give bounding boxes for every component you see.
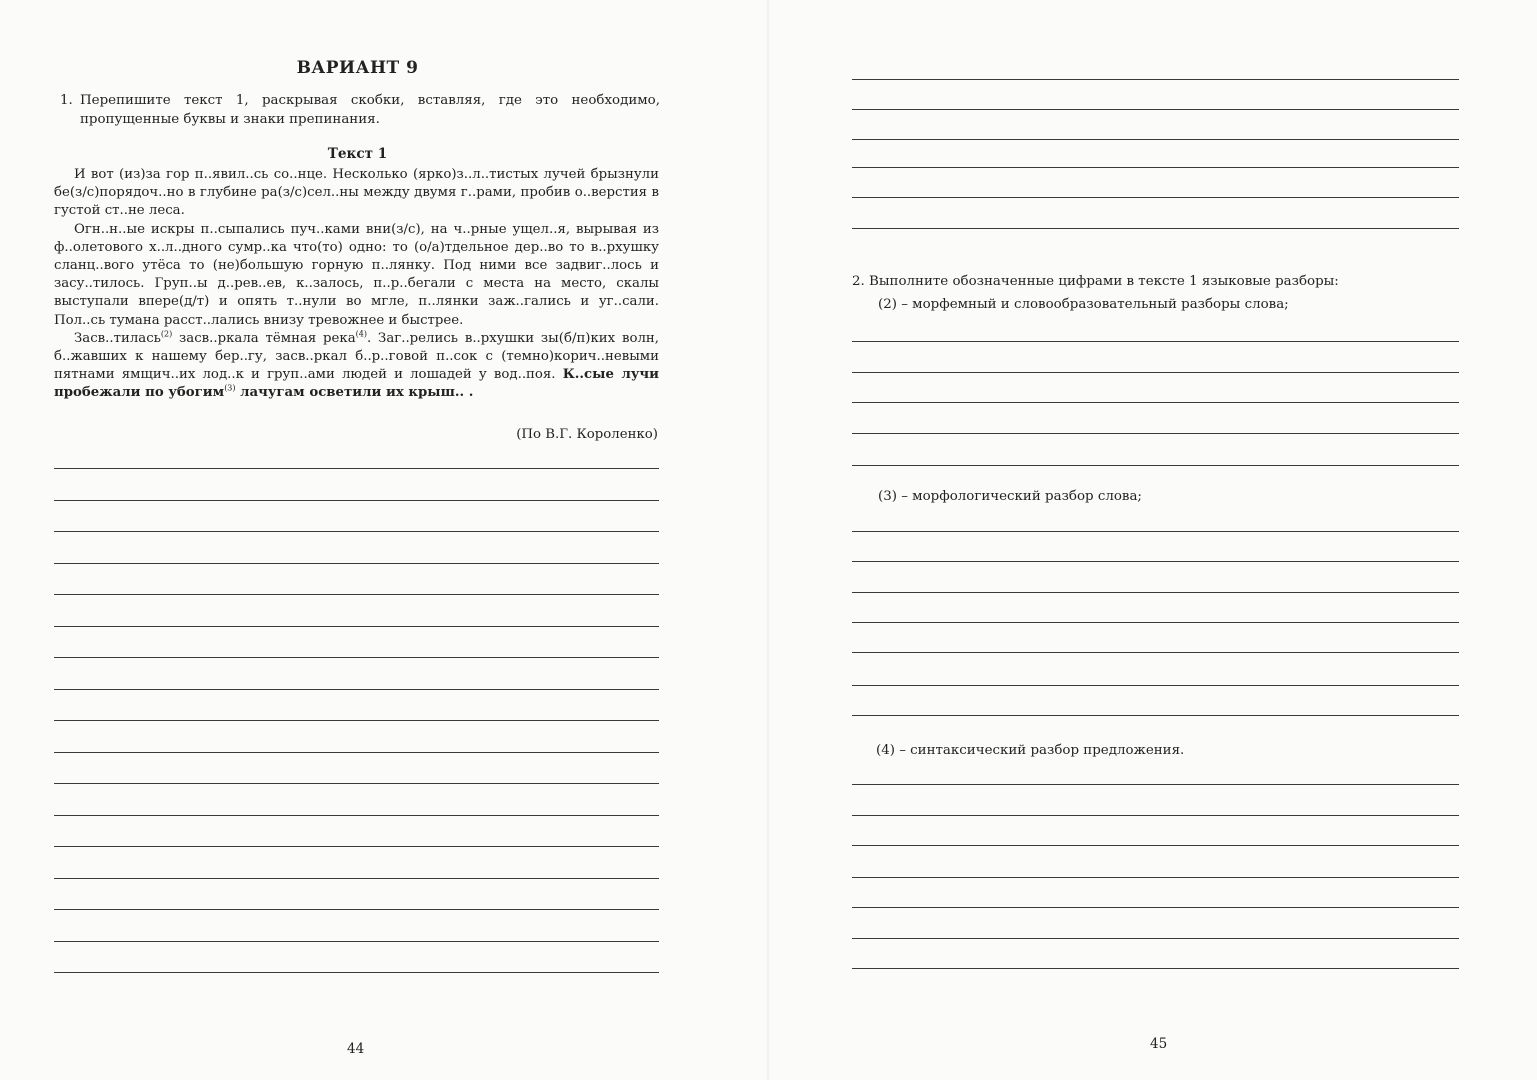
writing-line xyxy=(852,968,1459,969)
footnote-marker-4: (4) xyxy=(355,329,368,339)
writing-line xyxy=(852,465,1459,466)
writing-line xyxy=(852,79,1459,80)
writing-line xyxy=(54,468,659,469)
writing-line xyxy=(852,561,1459,562)
writing-line xyxy=(852,167,1459,168)
item-4-syntactic: (4) – синтаксический разбор предложения. xyxy=(876,743,1185,758)
passage-p3-part1: Засв..тилась xyxy=(74,330,161,346)
passage-p3-bold1: К..сые лучи пробежали по убогим xyxy=(54,367,659,401)
passage-p3-part3: . Заг..релись в..рхушки зы(б/п)ких волн, б..жавших к нашему бер..гу, засв..ркал б..р..говой п..сок с (темно)корич..невыми пятнами ямщич..их лод..к и груп..ами людей и лошадей у вод..поя. xyxy=(54,330,659,383)
task-1 xyxy=(60,91,660,129)
writing-line xyxy=(54,626,659,627)
writing-line xyxy=(54,909,659,910)
writing-line xyxy=(852,685,1459,686)
passage xyxy=(54,166,659,403)
item-2-morphemic: (2) – морфемный и словообразовательный разборы слова; xyxy=(878,297,1289,312)
writing-line xyxy=(54,500,659,501)
writing-line xyxy=(852,715,1459,716)
writing-line xyxy=(54,720,659,721)
text-title: Текст 1 xyxy=(327,146,388,162)
writing-line xyxy=(54,752,659,753)
task-1-number: 1. xyxy=(60,93,73,108)
writing-line xyxy=(852,531,1459,532)
writing-line xyxy=(852,139,1459,140)
writing-line xyxy=(852,228,1459,229)
left-page xyxy=(0,0,768,1080)
variant-title: ВАРИАНТ 9 xyxy=(296,58,419,78)
task-1-text: Перепишите текст 1, раскрывая скобки, вставляя, где это необходимо, пропущенные буквы и знаки препинания. xyxy=(80,93,660,127)
passage-paragraph-3 xyxy=(54,330,659,403)
writing-line xyxy=(852,402,1459,403)
writing-line xyxy=(54,531,659,532)
writing-line xyxy=(54,846,659,847)
item-3-morphological: (3) – морфологический разбор слова; xyxy=(878,489,1142,504)
writing-line xyxy=(54,783,659,784)
passage-paragraph-2: Огн..н..ые искры п..сыпались пуч..ками вни(з/с), на ч..рные ущел..я, вырывая из ф..олетового х..л..дного сумр..ка что(то) одно: то (о/а)тдельное дер..во то в..рхушку сланц..вого утёса то (не)большую горную п..лянку. Под ними все задвиг..лось и засу..тилось. Груп..ы д..рев..ев, к..залось, п..р..бегали с места на место, скалы выступали впере(д/т) и опять т..нули во мгле, п..лянки заж..гались и уг..сали. Пол..сь тумана расст..лались внизу тревожнее и быстрее. xyxy=(54,221,659,328)
page-number-left: 44 xyxy=(347,1041,365,1057)
task-2-number: 2. xyxy=(852,274,865,289)
passage-p3-part2: засв..ркала тёмная река xyxy=(172,330,356,346)
writing-line xyxy=(852,341,1459,342)
author-attribution: (По В.Г. Короленко) xyxy=(516,427,658,442)
page-number-right: 45 xyxy=(1150,1036,1168,1052)
writing-line xyxy=(852,845,1459,846)
writing-line xyxy=(852,815,1459,816)
writing-line xyxy=(54,941,659,942)
writing-line xyxy=(852,784,1459,785)
writing-line xyxy=(852,938,1459,939)
right-page xyxy=(768,0,1537,1080)
writing-line xyxy=(54,594,659,595)
writing-line xyxy=(852,652,1459,653)
writing-line xyxy=(54,972,659,973)
writing-line xyxy=(54,815,659,816)
writing-line xyxy=(852,109,1459,110)
footnote-marker-3: (3) xyxy=(224,384,236,394)
writing-line xyxy=(852,592,1459,593)
task-2-text: Выполните обозначенные цифрами в тексте 1 языковые разборы: xyxy=(869,274,1339,289)
writing-line xyxy=(852,907,1459,908)
writing-line xyxy=(54,563,659,564)
writing-line xyxy=(852,622,1459,623)
passage-paragraph-1: И вот (из)за гор п..явил..сь со..нце. Несколько (ярко)з..л..тистых лучей брызнули бе(з/с)порядоч..но в глубине ра(з/с)сел..ны между двумя г..рами, пробив о..верстия в густой ст..не леса. xyxy=(54,167,659,219)
writing-line xyxy=(54,657,659,658)
writing-line xyxy=(852,372,1459,373)
passage-p3-bold2: лачугам осветили их крыш.. . xyxy=(235,385,474,401)
writing-line xyxy=(852,197,1459,198)
task-2 xyxy=(852,272,1452,291)
writing-line xyxy=(852,877,1459,878)
writing-line xyxy=(54,689,659,690)
writing-line xyxy=(54,878,659,879)
writing-line xyxy=(852,433,1459,434)
footnote-marker-2: (2) xyxy=(160,329,173,339)
